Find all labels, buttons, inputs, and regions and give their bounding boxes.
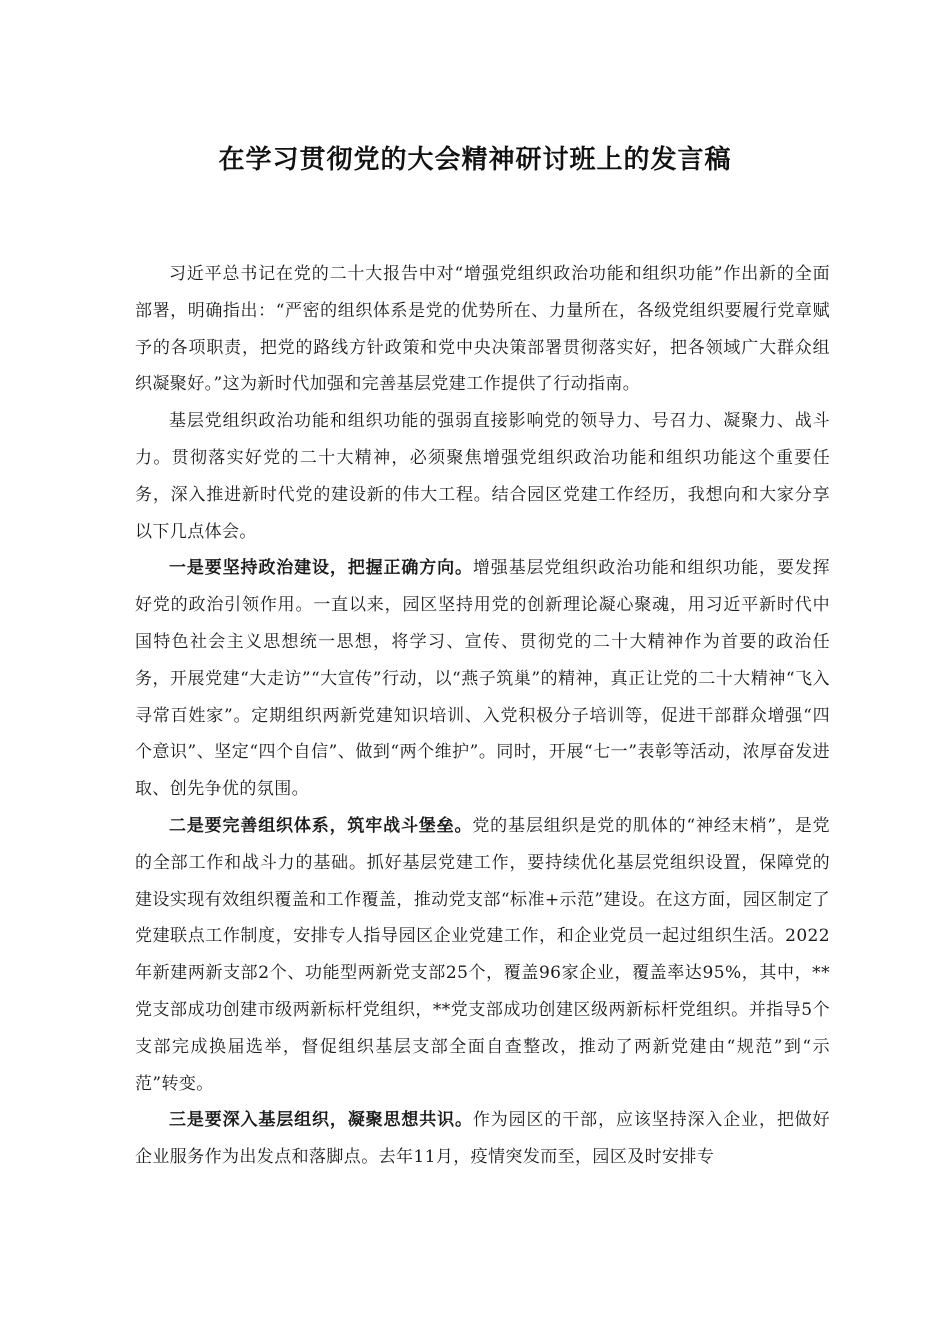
paragraph-1 xyxy=(135,256,830,403)
paragraph-lead: 一是要坚持政治建设，把握正确方向。 xyxy=(169,558,473,579)
paragraph-2 xyxy=(135,403,830,550)
paragraph-3 xyxy=(135,550,830,808)
paragraph-text: 作为园区的干部，应该坚持深入企业，把做好企业服务作为出发点和落脚点。去年11月，疫情突发而至，园区及时安排专 xyxy=(135,1110,830,1168)
paragraph-text: 习近平总书记在党的二十大报告中对“增强党组织政治功能和组织功能”作出新的全面部署，明确指出：“严密的组织体系是党的优势所在、力量所在，各级党组织要履行党章赋予的各项职责，把党的路线方针政策和党中央决策部署贯彻落实好，把各领域广大群众组织凝聚好。”这为新时代加强和完善基层党建工作提供了行动指南。 xyxy=(135,264,830,395)
paragraph-lead: 二是要完善组织体系，筑牢战斗堡垒。 xyxy=(169,815,473,836)
paragraph-lead: 三是要深入基层组织，凝聚思想共识。 xyxy=(169,1110,473,1131)
paragraph-5 xyxy=(135,1102,830,1176)
paragraph-text: 增强基层党组织政治功能和组织功能，要发挥好党的政治引领作用。一直以来，园区坚持用党的创新理论凝心聚魂，用习近平新时代中国特色社会主义思想统一思想，将学习、宣传、贯彻党的二十大精神作为首要的政治任务，开展党建“大走访”“大宣传”行动，以“燕子筑巢”的精神，真正让党的二十大精神“飞入寻常百姓家”。定期组织两新党建知识培训、入党积极分子培训等，促进干部群众增强“四个意识”、坚定“四个自信”、做到“两个维护”。同时，开展“七一”表彰等活动，浓厚奋发进取、创先争优的氛围。 xyxy=(135,558,830,800)
paragraph-4 xyxy=(135,808,830,1102)
paragraph-text: 党的基层组织是党的肌体的“神经末梢”，是党的全部工作和战斗力的基础。抓好基层党建工作，要持续优化基层党组织设置，保障党的建设实现有效组织覆盖和工作覆盖，推动党支部“标准+示范”建设。在这方面，园区制定了党建联点工作制度，安排专人指导园区企业党建工作，和企业党员一起过组织生活。2022年新建两新支部2个、功能型两新党支部25个，覆盖96家企业，覆盖率达95%，其中，**党支部成功创建市级两新标杆党组织，**党支部成功创建区级两新标杆党组织。并指导5个支部完成换届选举，督促组织基层支部全面自查整改，推动了两新党建由“规范”到“示范”转变。 xyxy=(135,815,830,1094)
document-title: 在学习贯彻党的大会精神研讨班上的发言稿 xyxy=(218,145,732,175)
document-body xyxy=(135,256,830,1176)
paragraph-text: 基层党组织政治功能和组织功能的强弱直接影响党的领导力、号召力、凝聚力、战斗力。贯彻落实好党的二十大精神，必须聚焦增强党组织政治功能和组织功能这个重要任务，深入推进新时代党的建设新的伟大工程。结合园区党建工作经历，我想向和大家分享以下几点体会。 xyxy=(135,411,830,542)
